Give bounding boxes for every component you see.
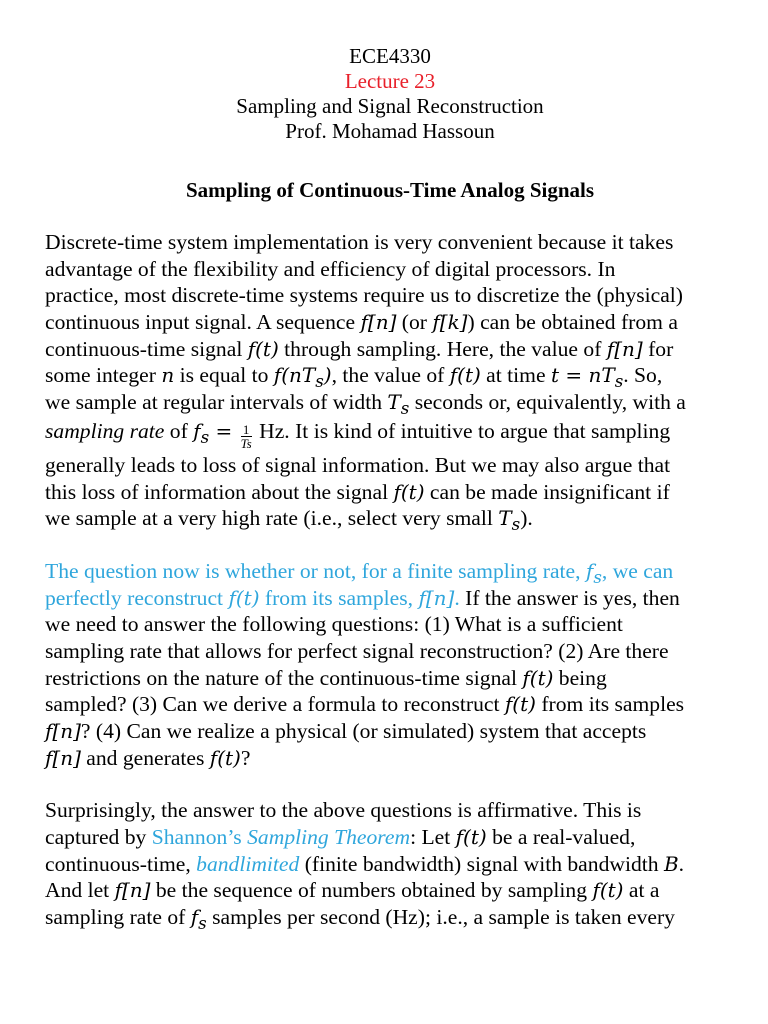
- lecture-title: Sampling and Signal Reconstruction: [236, 94, 544, 118]
- fraction-numerator: 1: [241, 423, 252, 437]
- document-page: [45, 44, 735, 934]
- math-part: t = nT: [550, 363, 615, 388]
- text-span: continuous-time signal: [45, 336, 248, 361]
- text-line: [45, 638, 735, 665]
- text-span: Discrete-time system implementation is very convenient because it takes: [45, 230, 674, 254]
- text-span: we sample at a very high rate (i.e., select very small: [45, 506, 499, 531]
- text-line: [45, 505, 735, 535]
- math-expr: [190, 905, 207, 934]
- text-span: , the value of: [331, 363, 450, 388]
- math-expr: [193, 418, 239, 447]
- math-subscript: s: [198, 914, 207, 934]
- highlight-text: from its samples,: [259, 585, 419, 610]
- text-line: [45, 877, 735, 904]
- text-line: [45, 691, 735, 718]
- text-line: [45, 665, 735, 692]
- course-code: ECE4330: [349, 44, 431, 68]
- text-line: [45, 558, 735, 585]
- math-expr: [585, 558, 602, 587]
- math-expr: [273, 363, 332, 392]
- highlight-text: perfectly reconstruct: [45, 585, 229, 610]
- math-expr: f[n]: [45, 745, 81, 770]
- text-span: at a: [623, 878, 660, 903]
- text-line: [45, 389, 735, 419]
- theorem-name: Sampling Theorem: [247, 825, 411, 850]
- text-span: sampled? (3) Can we derive a formula to reconstruct: [45, 692, 505, 717]
- math-expr: f(t): [522, 665, 554, 690]
- text-line: [45, 479, 735, 506]
- text-line: [45, 309, 735, 336]
- text-line: [45, 745, 735, 772]
- math-expr: f[n]: [45, 719, 81, 743]
- text-span: sampling rate of: [45, 905, 191, 930]
- text-span: (finite bandwidth) signal with bandwidth: [299, 851, 664, 876]
- text-span: Hz. It is kind of intuitive to argue that sampling: [253, 418, 671, 443]
- text-span: ).: [520, 506, 533, 531]
- section-heading: Sampling of Continuous-Time Analog Signals: [185, 178, 595, 202]
- text-line: [45, 452, 735, 479]
- math-subscript: s: [315, 372, 324, 392]
- text-span: Surprisingly, the answer to the above questions is affirmative. This is: [45, 798, 642, 823]
- fraction: [241, 423, 252, 450]
- fraction-denominator: Ts: [240, 436, 252, 452]
- text-line: [45, 256, 735, 283]
- italic-term: sampling rate: [45, 418, 165, 443]
- text-span: advantage of the flexibility and efficiency of digital processors. In: [45, 256, 616, 281]
- italic-term: bandlimited: [196, 851, 300, 876]
- math-expr: f(t): [449, 363, 481, 388]
- text-span: continuous input signal. A sequence: [45, 310, 361, 335]
- lecture-number: Lecture 23: [344, 69, 436, 93]
- paragraph-3: [45, 797, 735, 934]
- text-span: If the answer is yes, then: [459, 585, 680, 610]
- math-subscript: s: [400, 399, 410, 419]
- text-span: ) can be obtained from a: [467, 310, 678, 335]
- text-line: [45, 797, 735, 824]
- math-part: =: [209, 418, 239, 443]
- text-span: restrictions on the nature of the continuous-time signal: [45, 665, 523, 690]
- math-expr: f(t): [592, 878, 624, 903]
- text-span: continuous-time,: [45, 851, 197, 876]
- author: Prof. Mohamad Hassoun: [285, 119, 495, 143]
- math-expr: f(t): [247, 336, 279, 361]
- text-span: : Let: [410, 825, 456, 850]
- math-expr: f(t): [393, 479, 425, 504]
- text-span: some integer: [45, 363, 162, 388]
- highlight-text: The question now is whether or not, for a finite sampling rate,: [45, 558, 586, 583]
- text-span: . So,: [623, 363, 663, 388]
- text-span: And let: [45, 878, 115, 903]
- math-expr: [498, 506, 521, 535]
- highlight-text: .: [454, 585, 460, 610]
- text-line: [45, 851, 735, 878]
- math-subscript: s: [614, 372, 624, 392]
- math-expr: f[k]: [432, 310, 468, 335]
- math-expr: f[n]: [114, 878, 151, 903]
- text-span: .: [678, 851, 685, 876]
- math-part: T: [387, 390, 401, 415]
- text-span: captured by: [45, 825, 152, 850]
- text-span: at time: [480, 363, 551, 388]
- paragraph-2: [45, 558, 735, 772]
- text-span: sampling rate that allows for perfect signal reconstruction? (2) Are there: [45, 638, 669, 663]
- math-part: f: [193, 418, 201, 443]
- text-line: [45, 824, 735, 851]
- math-part: f(nT: [273, 363, 316, 388]
- math-expr: f[n]: [360, 310, 397, 335]
- text-span: ?: [240, 745, 251, 770]
- math-subscript: s: [593, 567, 602, 587]
- text-span: of: [164, 418, 194, 443]
- text-span: be the sequence of numbers obtained by sampling: [150, 878, 593, 903]
- text-span: can be made insignificant if: [424, 479, 670, 504]
- text-line: [45, 585, 735, 612]
- text-line: [45, 611, 735, 638]
- highlight-text: Shannon’s: [151, 825, 248, 850]
- text-line: [45, 416, 735, 452]
- math-expr: f[n]: [606, 336, 643, 361]
- lecture-header: [45, 44, 735, 144]
- text-span: we need to answer the following questions: (1) What is a sufficient: [45, 612, 623, 637]
- highlight-text: , we can: [601, 558, 674, 583]
- text-span: practice, most discrete-time systems require us to discretize the (physical): [45, 283, 683, 308]
- math-expr: [550, 363, 624, 392]
- math-expr: f[n]: [418, 585, 455, 610]
- math-expr: f(t): [209, 745, 241, 770]
- text-span: this loss of information about the signal: [45, 479, 394, 504]
- text-span: and generates: [80, 745, 210, 770]
- text-span: is equal to: [174, 363, 274, 388]
- text-span: we sample at regular intervals of width: [45, 390, 388, 415]
- text-span: generally leads to loss of signal information. But we may also argue that: [45, 452, 671, 477]
- text-line: [45, 229, 735, 256]
- text-span: (or: [396, 310, 433, 335]
- text-line: [45, 718, 735, 745]
- math-expr: B: [663, 851, 679, 876]
- math-part: f: [585, 558, 594, 583]
- math-subscript: s: [200, 427, 210, 447]
- paragraph-1: [45, 229, 735, 535]
- text-span: from its samples: [535, 692, 685, 717]
- text-span: for: [642, 336, 674, 361]
- math-part: T: [498, 506, 512, 531]
- text-span: ? (4) Can we realize a physical (or simulated) system that accepts: [80, 719, 647, 743]
- text-line: [45, 362, 735, 392]
- math-expr: n: [161, 363, 175, 388]
- text-span: samples per second (Hz); i.e., a sample is taken every: [206, 905, 675, 930]
- math-subscript: s: [511, 515, 521, 535]
- math-expr: f(t): [455, 825, 487, 850]
- text-line: [45, 336, 735, 363]
- math-expr: [387, 390, 410, 419]
- text-span: being: [553, 665, 607, 690]
- math-part: f: [190, 905, 199, 930]
- text-line: [45, 282, 735, 309]
- text-line: [45, 904, 735, 934]
- text-span: through sampling. Here, the value of: [278, 336, 607, 361]
- math-part: ): [323, 363, 332, 388]
- math-expr: f(t): [228, 585, 260, 610]
- math-expr: f(t): [504, 692, 536, 717]
- text-span: seconds or, equivalently, with a: [409, 390, 686, 415]
- text-span: be a real-valued,: [486, 825, 636, 850]
